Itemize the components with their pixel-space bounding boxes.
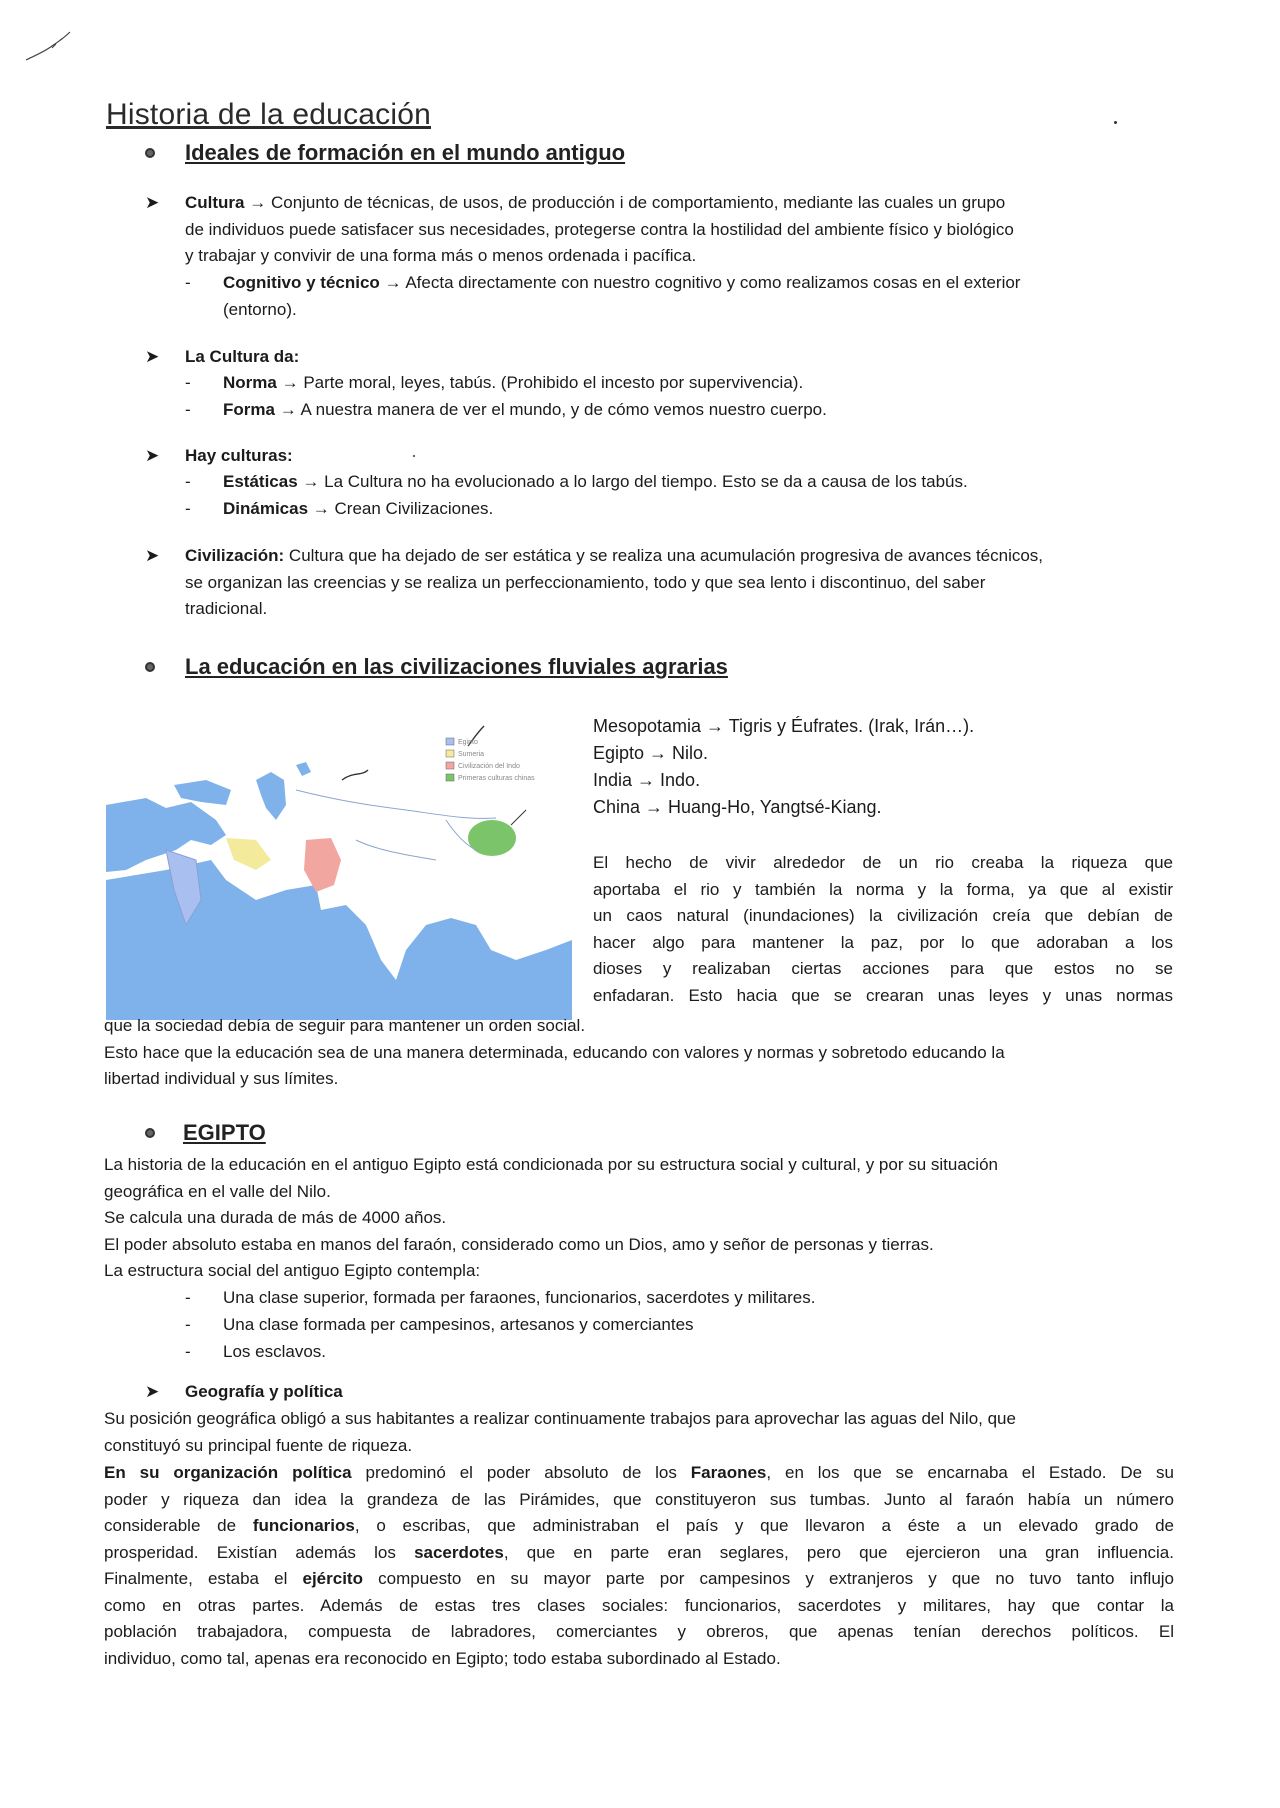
legend-swatch-china: [446, 774, 454, 781]
egipto-line: geográfica en el valle del Nilo.: [104, 1181, 331, 1201]
section-heading-text: EGIPTO: [183, 1120, 266, 1145]
term-faraones: Faraones: [690, 1463, 767, 1482]
term-ejercito: ejército: [302, 1569, 363, 1588]
legend-swatch-sumeria: [446, 750, 454, 757]
river-line-mesopotamia: Mesopotamia → Tigris y Éufrates. (Irak, Irán…).: [593, 716, 975, 736]
dash-bullet: -: [185, 499, 191, 518]
legend-label-egipto: Egipto: [458, 739, 478, 746]
dash-bullet: -: [185, 1288, 191, 1307]
section-heading-text: Ideales de formación en el mundo antiguo: [185, 140, 626, 165]
term-sacerdotes: sacerdotes: [414, 1542, 504, 1562]
arrow-icon: →: [279, 400, 297, 419]
arrow-icon: →: [249, 193, 267, 212]
arrowhead-bullet-icon: ➤: [145, 1382, 160, 1401]
rio-line: El hecho de vivir alrededor de un rio creaba la riqueza que: [593, 853, 1173, 872]
arrow-icon: →: [312, 499, 330, 518]
estaticas-text: La Cultura no ha evolucionado a lo largo del tiempo. Esto se da a causa de los tabús.: [324, 472, 968, 491]
cultura-da-heading: La Cultura da:: [185, 347, 300, 366]
egipto-line: La estructura social del antiguo Egipto contempla:: [104, 1261, 481, 1280]
arrow-icon: →: [384, 273, 402, 292]
dash-bullet: -: [185, 400, 191, 419]
dash-bullet: -: [185, 1315, 191, 1334]
scan-dot: [1114, 121, 1117, 124]
egipto-line: El poder absoluto estaba en manos del faraón, considerado como un Dios, amo y señor de personas y tierras.: [104, 1234, 934, 1254]
term-estaticas: Estáticas: [223, 472, 298, 491]
civilizacion-line2: se organizan las creencias y se realiza un perfeccionamiento, todo y que sea lento i discontinuo, del saber: [185, 572, 986, 592]
cultura-def-line3: y trabajar y convivir de una forma más o menos ordenada i pacífica.: [185, 246, 697, 265]
arrow-icon: →: [302, 472, 320, 491]
rio-line: que la sociedad debía de seguir para mantener un orden social.: [104, 1016, 586, 1035]
egipto-line: Se calcula una durada de más de 4000 años.: [104, 1208, 447, 1227]
river-line-india: India → Indo.: [593, 770, 701, 790]
rio-paragraph-wrapped: [593, 850, 1173, 1009]
rio-line: libertad individual y sus límites.: [104, 1069, 339, 1088]
organizacion-text: , en los que se encarnaba el Estado. De su: [766, 1463, 1174, 1482]
arrow-icon: →: [281, 373, 299, 392]
legend-swatch-indo: [446, 762, 454, 769]
geografia-line: Su posición geográfica obligó a sus habitantes a realizar continuamente trabajos para aprovechar las aguas del Nilo, que: [104, 1409, 1016, 1428]
rio-line: hacer algo para mantener la paz, por lo que adoraban a los: [593, 932, 1173, 952]
organizacion-text: prosperidad. Existían además los: [104, 1542, 415, 1562]
organizacion-paragraph: [104, 1460, 1174, 1672]
civilizacion-line1: Cultura que ha dejado de ser estática y se realiza una acumulación progresiva de avances técnicos,: [288, 546, 1044, 565]
river-civilizations-map: [106, 710, 572, 1020]
arrowhead-bullet-icon: ➤: [145, 446, 160, 465]
term-dinamicas: Dinámicas: [223, 499, 309, 518]
egipto-line: La historia de la educación en el antiguo Egipto está condicionada por su estructura social y cultural, y por su situación: [104, 1155, 998, 1174]
term-forma: Forma: [223, 400, 275, 419]
dash-bullet: -: [185, 1342, 191, 1361]
rio-line: Esto hace que la educación sea de una manera determinada, educando con valores y normas y sobretodo educando la: [104, 1042, 1005, 1062]
cultura-def-line1: Conjunto de técnicas, de usos, de producción i de comportamiento, mediante las cuales un grupo: [270, 193, 1006, 212]
civilizacion-line3: tradicional.: [185, 599, 268, 618]
term-civilizacion: Civilización:: [185, 546, 285, 565]
organizacion-text: Finalmente, estaba el: [104, 1569, 303, 1588]
clase-text: Una clase superior, formada per faraones, funcionarios, sacerdotes y militares.: [223, 1288, 816, 1307]
arrowhead-bullet-icon: ➤: [145, 347, 160, 366]
dinamicas-text: Crean Civilizaciones.: [334, 499, 494, 518]
legend-swatch-egipto: [446, 738, 454, 745]
rio-line: dioses y realizaban ciertas acciones para que estos no se: [593, 959, 1173, 978]
dash-bullet: -: [185, 472, 191, 491]
organizacion-line: población trabajadora, compuesta de labradores, comerciantes y obreros, que apenas tenían derechos políticos. El: [104, 1622, 1174, 1641]
geografia-heading: Geografía y política: [185, 1382, 343, 1401]
geografia-paragraph: [104, 1406, 1174, 1459]
hay-culturas-heading: Hay culturas:: [185, 446, 293, 465]
organizacion-line: como en otras partes. Además de estas tres clases sociales: funcionarios, sacerdotes y militares, hay que contar la: [104, 1595, 1174, 1615]
river-line-china: China → Huang-Ho, Yangtsé-Kiang.: [593, 797, 882, 817]
legend-label-sumeria: Sumeria: [458, 751, 485, 758]
bullet-circle-icon: [145, 148, 155, 158]
pen-scribble-mark: [22, 26, 74, 66]
dash-bullet: -: [185, 373, 191, 392]
organizacion-line: poder y riqueza dan idea la grandeza de las Pirámides, que constituyeron sus tumbas. Junto al faraón había un número: [104, 1489, 1174, 1509]
dash-bullet: -: [185, 273, 191, 292]
legend-label-indo: Civilización del Indo: [458, 763, 520, 770]
rio-line: enfadaran. Esto hacia que se crearan unas leyes y unas normas: [593, 985, 1173, 1005]
map-region-china: [468, 820, 516, 856]
term-cultura: Cultura: [185, 193, 245, 212]
norma-text: Parte moral, leyes, tabús. (Prohibido el incesto por supervivencia).: [303, 373, 804, 392]
clase-text: Los esclavos.: [223, 1342, 326, 1361]
cultura-def-line2: de individuos puede satisfacer sus necesidades, protegerse contra la hostilidad del ambiente físico y biológico: [185, 219, 1014, 239]
section-heading-text: La educación en las civilizaciones fluviales agrarias: [185, 654, 728, 679]
legend-label-china: Primeras culturas chinas: [458, 775, 535, 782]
organizacion-text: considerable de: [104, 1516, 253, 1535]
geografia-line: constituyó su principal fuente de riqueza.: [104, 1435, 413, 1455]
organizacion-text: , o escribas, que administraban el país y que llevaron a éste a un elevado grado de: [354, 1516, 1174, 1535]
rio-paragraph-full: [104, 1013, 1174, 1093]
rio-line: aportaba el rio y también la norma y la forma, ya que al existir: [593, 879, 1173, 899]
river-line-egipto: Egipto → Nilo.: [593, 743, 709, 763]
organizacion-text: compuesto en su mayor parte por campesinos y extranjeros y que no tuvo tanto influjo: [362, 1569, 1175, 1588]
bullet-circle-icon: [145, 1128, 155, 1138]
organizacion-text: predominó el poder absoluto de los: [351, 1463, 691, 1482]
bullet-circle-icon: [145, 662, 155, 672]
organizacion-line: individuo, como tal, apenas era reconocido en Egipto; todo estaba subordinado al Estado.: [104, 1648, 781, 1668]
egipto-intro: [104, 1152, 1174, 1285]
scan-dot: [413, 455, 415, 457]
term-norma: Norma: [223, 373, 277, 392]
rio-line: un caos natural (inundaciones) la civilización creía que debían de: [593, 906, 1173, 925]
term-organizacion: En su organización política: [104, 1463, 352, 1482]
arrowhead-bullet-icon: ➤: [145, 546, 160, 565]
term-funcionarios: funcionarios: [252, 1516, 355, 1535]
cognitivo-text-line1: Afecta directamente con nuestro cognitivo y como realizamos cosas en el exterior: [405, 273, 1021, 292]
clase-text: Una clase formada per campesinos, artesanos y comerciantes: [223, 1315, 694, 1334]
cognitivo-text-line2: (entorno).: [223, 299, 297, 319]
arrowhead-bullet-icon: ➤: [145, 193, 160, 212]
organizacion-text: , que en parte eran seglares, pero que ejercieron una gran influencia.: [503, 1542, 1174, 1562]
forma-text: A nuestra manera de ver el mundo, y de cómo vemos nuestro cuerpo.: [300, 400, 827, 419]
term-cognitivo: Cognitivo y técnico: [223, 273, 380, 292]
page-title: Historia de la educación: [106, 98, 431, 131]
